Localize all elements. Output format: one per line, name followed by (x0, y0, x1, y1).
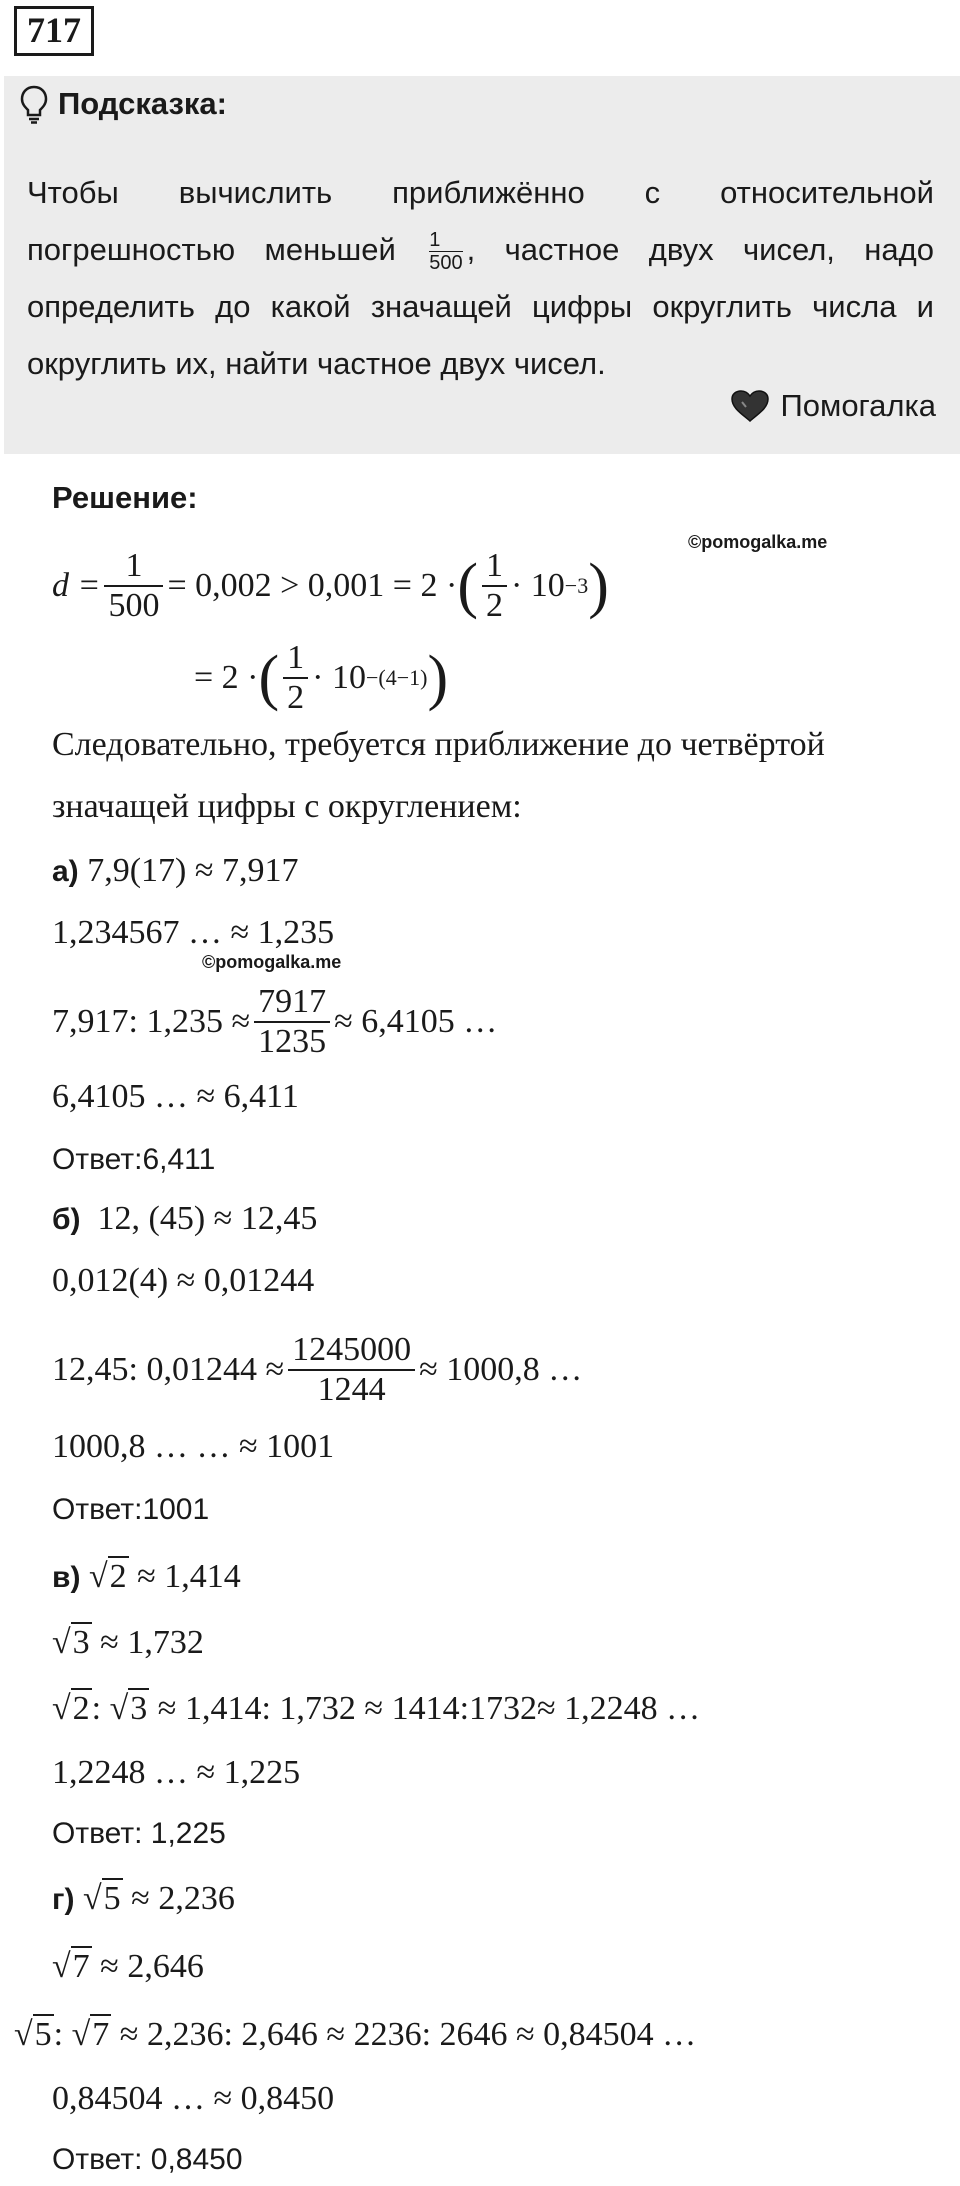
part-a-line1 (52, 852, 299, 890)
answer-text-label: Ответ: 1,225 (52, 1817, 226, 1850)
part-g-line4: 0,84504 … ≈ 0,8450 (52, 2080, 335, 2117)
part-a-expr: 7,9(17) ≈ 7,917 (87, 852, 299, 889)
part-v-line3 (52, 1690, 700, 1728)
equation-part: ≈ 1,414: 1,732 ≈ 1414:1732≈ 1,2248 … (157, 1690, 701, 1727)
sqrt: √5 (14, 2016, 52, 2053)
problem-number: 717 (14, 6, 94, 56)
part-a-answer (52, 1140, 215, 1178)
fraction-numerator: 1 (429, 229, 441, 252)
part-b-answer (52, 1490, 209, 1528)
hint-fraction (429, 229, 462, 274)
fraction-denominator: 2 (482, 585, 507, 625)
watermark: ©pomogalka.me (202, 952, 342, 972)
sqrt-radicand: 5 (103, 1880, 121, 1917)
hint-line-part: погрешностью меньшей (27, 232, 396, 267)
power-exponent: −3 (564, 573, 589, 598)
sqrt: √7 (52, 1948, 90, 1985)
fraction-numerator: 7917 (258, 983, 327, 1020)
fraction-numerator: 1 (485, 547, 503, 584)
part-v-line1 (52, 1558, 241, 1596)
hint-line (27, 221, 934, 278)
part-g-line1 (52, 1880, 235, 1918)
power-base: · 10 (510, 567, 565, 604)
watermark: ©pomogalka.me (688, 532, 828, 552)
power-base: · 10 (312, 659, 366, 696)
equation-part: ≈ 6,4105 … (334, 1003, 498, 1040)
part-v-answer (52, 1814, 226, 1852)
part-b-expr: 12, (45) ≈ 12,45 (97, 1200, 318, 1237)
equation-part: ≈ 2,236: 2,646 ≈ 2236: 2646 ≈ 0,84504 … (119, 2016, 697, 2053)
hint-text (27, 164, 934, 392)
part-g-line3 (14, 2016, 696, 2054)
part-a-line3 (52, 970, 497, 1074)
answer-text: Ответ:1001 (52, 1493, 210, 1526)
equation-part: = 0,002 > 0,001 = 2 · (167, 567, 458, 604)
brand-label: Помогалка (780, 388, 936, 423)
fraction-denominator: 1244 (288, 1369, 415, 1409)
conclusion-line1: Следовательно, требуется приближение до четвёртой (52, 726, 825, 763)
sqrt-radicand: 7 (92, 2016, 110, 2053)
equation-part: ≈ 2,646 (100, 1948, 204, 1985)
hint-line: Чтобы вычислить приближённо с относительной (27, 175, 934, 210)
equation-part: ≈ 1000,8 … (419, 1351, 583, 1388)
fraction-numerator: 1245000 (292, 1331, 412, 1368)
sqrt: √3 (52, 1624, 90, 1661)
d-label: d = (52, 567, 101, 604)
hint-title: Подсказка: (58, 86, 227, 121)
sqrt-radicand: 2 (72, 1690, 90, 1727)
power-exponent: −(4−1) (365, 665, 428, 690)
part-b-line2: 0,012(4) ≈ 0,01244 (52, 1262, 315, 1299)
fraction-numerator: 1 (125, 547, 143, 584)
sqrt: √5 (83, 1880, 121, 1917)
part-b-line4: 1000,8 … … ≈ 1001 (52, 1428, 335, 1465)
sqrt: √3 (109, 1690, 148, 1727)
sqrt-radicand: 5 (34, 2016, 52, 2053)
sqrt-radicand: 3 (72, 1624, 90, 1661)
fraction-half (283, 639, 308, 717)
equation-d-line2 (194, 628, 448, 728)
sqrt: √7 (71, 2016, 110, 2053)
hint-line: определить до какой значащей цифры округлить числа и (27, 289, 934, 324)
fraction-1-500 (104, 547, 163, 625)
heart-icon (730, 389, 770, 423)
part-b-line3 (52, 1318, 582, 1422)
solution-title: Решение: (52, 480, 198, 515)
fraction-denominator: 2 (283, 677, 308, 717)
equation-part: = 2 · (194, 659, 259, 696)
sqrt-radicand: 2 (109, 1558, 127, 1595)
part-a-line4: 6,4105 … ≈ 6,411 (52, 1078, 299, 1115)
part-v-label: в) (52, 1561, 81, 1594)
lightbulb-icon (18, 84, 50, 124)
pomogalka-brand-link[interactable] (730, 388, 936, 424)
left-paren: ( (457, 552, 478, 620)
fraction-denominator: 500 (104, 585, 163, 625)
part-a-label: а) (52, 855, 79, 888)
right-paren: ) (588, 552, 609, 620)
right-paren: ) (427, 644, 449, 712)
fraction-denominator: 1235 (254, 1021, 330, 1061)
answer-text: Ответ:6,411 (52, 1143, 216, 1176)
fraction-1245000-1244 (288, 1331, 415, 1409)
sqrt-radicand: 7 (72, 1948, 90, 1985)
equation-part: 12,45: 0,01244 ≈ (52, 1351, 285, 1388)
part-g-answer (52, 2140, 243, 2178)
part-g-label: г) (52, 1883, 75, 1916)
part-a-line2: 1,234567 … ≈ 1,235 (52, 914, 335, 951)
equation-part: 7,917: 1,235 ≈ (52, 1003, 251, 1040)
sqrt: √2 (88, 1558, 127, 1595)
equation-part: ≈ 2,236 (131, 1880, 235, 1917)
part-b-label: б) (52, 1203, 81, 1236)
colon: : (53, 2016, 64, 2053)
part-g-line2 (52, 1948, 204, 1986)
fraction-denominator: 500 (429, 252, 463, 275)
equation-part: ≈ 1,414 (137, 1558, 241, 1595)
fraction-half (482, 547, 507, 625)
fraction-7917-1235 (254, 983, 330, 1061)
colon: : (91, 1690, 102, 1727)
sqrt: √2 (52, 1690, 90, 1727)
equation-d-line1 (52, 536, 609, 636)
part-v-line4: 1,2248 … ≈ 1,225 (52, 1754, 301, 1791)
sqrt-radicand: 3 (130, 1690, 148, 1727)
part-v-line2 (52, 1624, 204, 1662)
part-b-line1 (52, 1200, 317, 1238)
answer-text: Ответ: 0,8450 (52, 2143, 243, 2176)
left-paren: ( (258, 644, 280, 712)
equation-part: ≈ 1,732 (100, 1624, 204, 1661)
hint-line: округлить их, найти частное двух чисел. (27, 346, 606, 381)
conclusion-line2: значащей цифры с округлением: (52, 788, 522, 825)
hint-line-part: , частное двух чисел, надо (466, 232, 934, 267)
fraction-numerator: 1 (287, 639, 305, 676)
